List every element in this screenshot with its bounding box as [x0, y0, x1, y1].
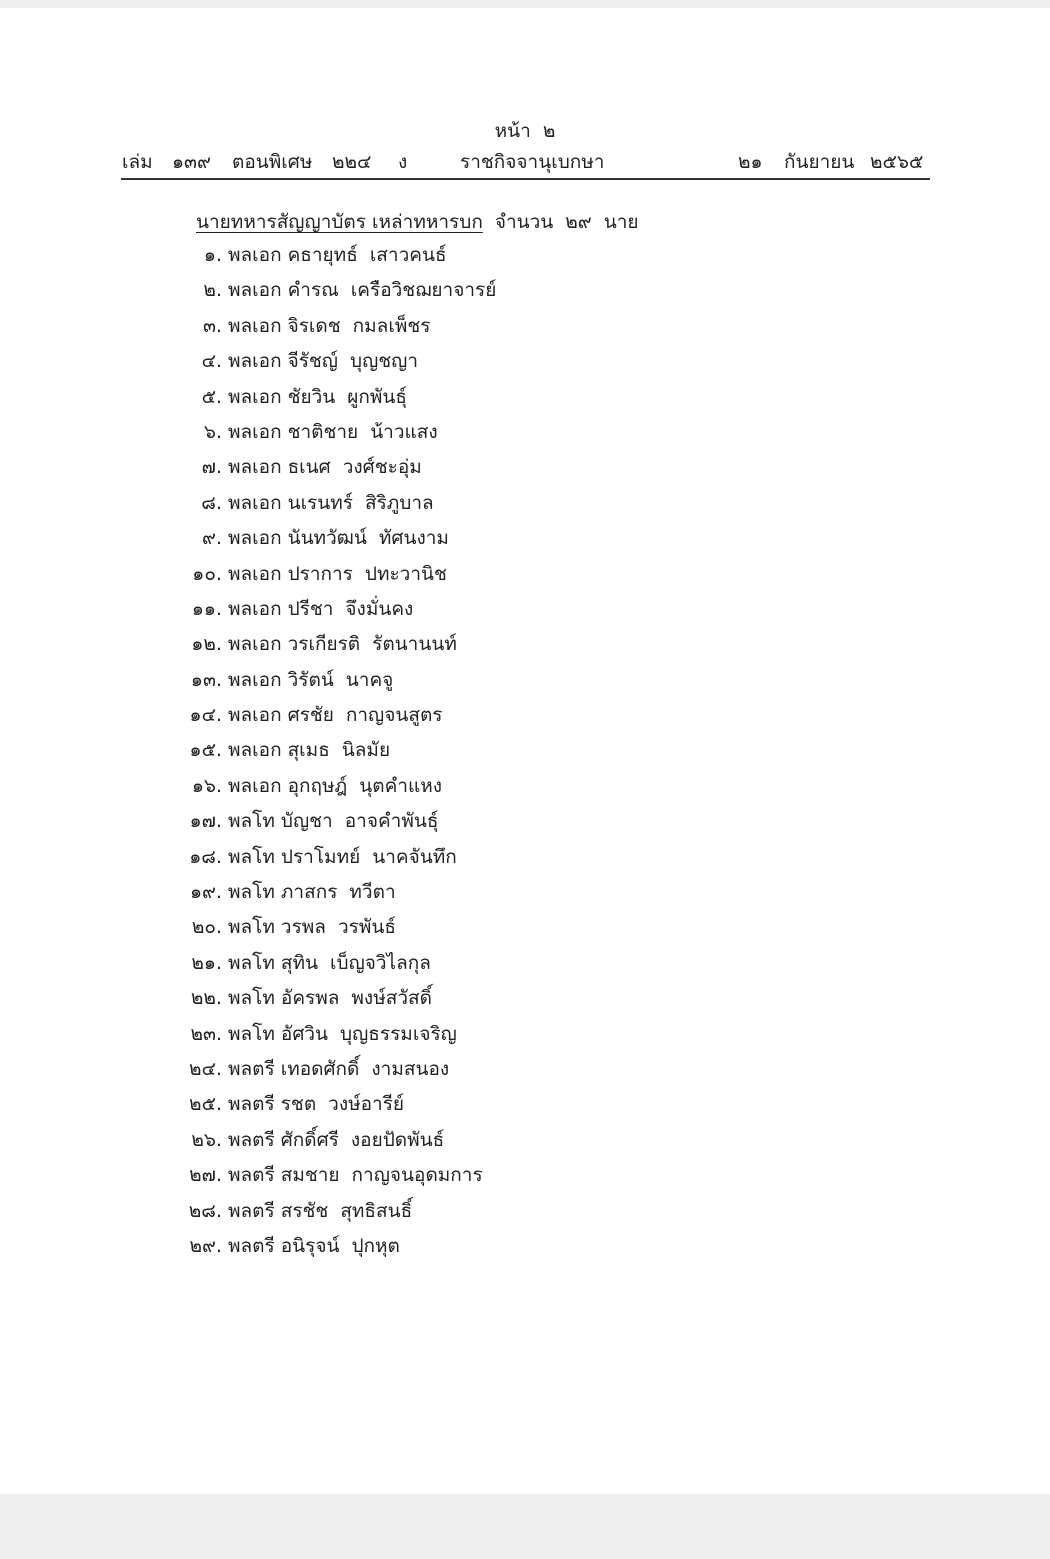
- item-number: ๒๗.: [189, 1164, 222, 1187]
- item-number: ๓.: [202, 314, 222, 337]
- officer-last-name: นาคจู: [345, 668, 394, 691]
- officer-list-item: [0, 665, 1050, 700]
- bottom-margin-band: [0, 1494, 1050, 1559]
- officer-first-name: ปราโมทย์: [280, 845, 361, 868]
- officer-rank: พลตรี: [228, 1164, 275, 1187]
- officer-name: [228, 452, 422, 482]
- item-number: ๑.: [203, 244, 222, 266]
- officer-first-name: วิรัตน์: [287, 668, 334, 691]
- officer-name: [228, 1196, 412, 1226]
- gazette-header: [122, 147, 930, 175]
- officer-rank: พลโท: [228, 916, 275, 939]
- officer-rank: พลเอก: [228, 350, 282, 373]
- officer-name: [228, 559, 447, 589]
- officer-last-name: กาญจนอุดมการ: [351, 1164, 483, 1187]
- officer-list-item: [0, 912, 1050, 947]
- officer-name: [228, 1231, 400, 1261]
- officer-first-name: ศรชัย: [287, 704, 334, 727]
- item-number: ๗.: [201, 456, 222, 479]
- officer-list-item: [0, 948, 1050, 983]
- officer-last-name: กมลเพ็ชร: [352, 314, 431, 337]
- officer-first-name: วรพล: [280, 916, 326, 939]
- officer-last-name: วงศ์ชะอุ่ม: [342, 456, 422, 479]
- officer-last-name: สิริภูบาล: [364, 491, 434, 514]
- officer-list-item: [0, 1231, 1050, 1266]
- item-number: ๕.: [201, 385, 222, 408]
- officer-first-name: อัศวิน: [280, 1022, 329, 1045]
- item-number: ๑๐.: [192, 562, 222, 585]
- officer-rank: พลเอก: [228, 385, 282, 408]
- officer-rank: พลตรี: [228, 1199, 275, 1222]
- officer-last-name: นาคจันทึก: [372, 845, 457, 868]
- officer-last-name: บุญธรรมเจริญ: [340, 1022, 457, 1045]
- officer-first-name: สรชัช: [280, 1199, 329, 1222]
- officer-first-name: อัครพล: [280, 987, 340, 1010]
- officer-list-item: [0, 877, 1050, 912]
- item-number: ๒๐.: [191, 916, 222, 939]
- item-number: ๑๖.: [191, 774, 222, 797]
- section-number: ๒๒๔: [332, 151, 372, 173]
- item-number: ๒๙.: [189, 1234, 222, 1257]
- item-number: ๑๕.: [189, 739, 222, 762]
- officer-first-name: อุกฤษฎ์: [287, 774, 348, 797]
- item-number: ๑๘.: [189, 845, 222, 868]
- item-number: ๖.: [203, 420, 222, 443]
- count-value: ๒๙: [565, 211, 592, 233]
- officer-rank: พลตรี: [228, 1057, 275, 1080]
- officer-name: [228, 488, 434, 518]
- officer-name: [228, 346, 418, 376]
- officer-name: [228, 1160, 483, 1190]
- officer-rank: พลตรี: [228, 1128, 275, 1151]
- officer-name: [228, 1054, 449, 1084]
- officer-last-name: วงษ์อารีย์: [328, 1093, 405, 1116]
- officer-rank: พลโท: [228, 881, 275, 904]
- officer-first-name: นันทวัฒน์: [287, 527, 367, 550]
- officer-first-name: ชัยวิน: [287, 385, 336, 408]
- officer-list-item: [0, 1089, 1050, 1124]
- date-year: ๒๕๖๕: [870, 151, 924, 173]
- officer-list-item: [0, 806, 1050, 841]
- officer-rank: พลตรี: [228, 1093, 275, 1116]
- officer-first-name: คำรณ: [287, 279, 339, 302]
- officer-last-name: เสาวคนธ์: [369, 244, 447, 266]
- officer-rank: พลเอก: [228, 633, 282, 656]
- officer-first-name: จิรเดช: [287, 314, 341, 337]
- officer-last-name: บุญชญา: [350, 350, 419, 373]
- officer-last-name: น้าวแสง: [370, 420, 438, 443]
- item-number: ๒๖.: [191, 1128, 222, 1151]
- officer-name: [228, 311, 430, 341]
- officer-last-name: กาญจนสูตร: [345, 704, 443, 727]
- item-number: ๒๕.: [189, 1093, 222, 1116]
- officer-first-name: ศักดิ์ศรี: [280, 1128, 339, 1151]
- officer-list-item: [0, 382, 1050, 417]
- officer-list-item: [0, 240, 1050, 275]
- page-number: [0, 116, 1050, 146]
- officer-name: [228, 1125, 444, 1155]
- date-day: ๒๑: [738, 151, 763, 173]
- officer-rank: พลเอก: [228, 704, 282, 727]
- officer-name: [228, 735, 390, 765]
- officer-last-name: ทวีตา: [349, 881, 396, 904]
- volume-label: เล่ม: [122, 151, 153, 173]
- count-unit: นาย: [603, 211, 639, 233]
- officer-list-item: [0, 1125, 1050, 1160]
- publication-name: ราชกิจจานุเบกษา: [460, 151, 605, 173]
- officer-list-item: [0, 417, 1050, 452]
- section-letter: ง: [398, 151, 408, 173]
- section-label: ตอนพิเศษ: [232, 151, 313, 173]
- officer-name: [228, 629, 457, 659]
- officer-first-name: รชต: [280, 1093, 317, 1116]
- officer-name: [228, 417, 438, 447]
- officer-last-name: ผูกพันธุ์: [347, 385, 408, 408]
- officer-first-name: สมชาย: [280, 1164, 340, 1187]
- officer-list-item: [0, 735, 1050, 770]
- officer-rank: พลเอก: [228, 597, 282, 620]
- officer-list-item: [0, 523, 1050, 558]
- officer-last-name: นุตคำแหง: [359, 774, 443, 797]
- officer-first-name: ปรีชา: [287, 597, 334, 620]
- officer-rank: พลโท: [228, 987, 275, 1010]
- officer-name: [228, 912, 396, 942]
- item-number: ๙.: [202, 527, 222, 550]
- officer-first-name: คธายุทธ์: [287, 244, 358, 266]
- officer-list-item: [0, 346, 1050, 381]
- officer-rank: พลเอก: [228, 527, 282, 550]
- officer-name: [228, 665, 393, 695]
- item-number: ๔.: [201, 350, 222, 373]
- officer-rank: พลเอก: [228, 279, 282, 302]
- officer-name: [228, 275, 496, 305]
- count-label: จำนวน: [494, 211, 554, 233]
- officer-first-name: สุเมธ: [287, 739, 330, 762]
- officer-last-name: วรพันธ์: [337, 916, 396, 939]
- officer-rank: พลเอก: [228, 562, 282, 585]
- officer-first-name: ปราการ: [287, 562, 353, 585]
- officer-rank: พลเอก: [228, 244, 282, 266]
- officer-list: [0, 240, 1050, 1266]
- officer-list-item: [0, 1054, 1050, 1089]
- officer-list-item: [0, 983, 1050, 1018]
- officer-list-item: [0, 559, 1050, 594]
- officer-first-name: อนิรุจน์: [280, 1234, 340, 1257]
- officer-first-name: สุทิน: [280, 951, 319, 974]
- item-number: ๒๒.: [190, 987, 222, 1010]
- officer-name: [228, 1019, 457, 1049]
- officer-last-name: พงษ์สวัสดิ์: [351, 987, 432, 1010]
- item-number: ๑๓.: [190, 668, 222, 691]
- officer-list-item: [0, 771, 1050, 806]
- officer-rank: พลเอก: [228, 420, 282, 443]
- officer-first-name: นเรนทร์: [287, 491, 353, 514]
- officer-list-item: [0, 842, 1050, 877]
- officer-rank: พลเอก: [228, 668, 282, 691]
- item-number: ๑๑.: [191, 597, 222, 620]
- item-number: ๑๙.: [189, 881, 222, 904]
- officer-first-name: ชาติชาย: [287, 420, 359, 443]
- header-rule: [121, 178, 930, 180]
- section-heading: [196, 207, 639, 237]
- officer-last-name: เบ็ญจวิไลกุล: [330, 951, 431, 974]
- officer-last-name: อาจคำพันธุ์: [344, 810, 439, 833]
- officer-list-item: [0, 311, 1050, 346]
- item-number: ๑๗.: [189, 810, 222, 833]
- officer-last-name: สุทธิสนธิ์: [340, 1199, 413, 1222]
- officer-name: [228, 983, 432, 1013]
- officer-last-name: ทัศนงาม: [378, 527, 449, 550]
- officer-rank: พลตรี: [228, 1234, 275, 1257]
- officer-rank: พลโท: [228, 810, 275, 833]
- officer-list-item: [0, 594, 1050, 629]
- officer-last-name: งอยปัดพันธ์: [350, 1128, 445, 1151]
- officer-name: [228, 594, 413, 624]
- officer-list-item: [0, 452, 1050, 487]
- officer-rank: พลเอก: [228, 491, 282, 514]
- officer-last-name: ปุกหุต: [351, 1234, 400, 1257]
- officer-rank: พลเอก: [228, 774, 282, 797]
- officer-rank: พลโท: [228, 951, 275, 974]
- top-margin-band: [0, 0, 1050, 8]
- officer-rank: พลเอก: [228, 739, 282, 762]
- officer-last-name: รัตนานนท์: [372, 633, 457, 656]
- item-number: ๒๔.: [189, 1057, 222, 1080]
- item-number: ๑๒.: [191, 633, 222, 656]
- officer-list-item: [0, 1196, 1050, 1231]
- officer-rank: พลเอก: [228, 314, 282, 337]
- officer-list-item: [0, 1160, 1050, 1195]
- officer-name: [228, 806, 438, 836]
- officer-name: [228, 842, 457, 872]
- officer-name: [228, 382, 407, 412]
- officer-last-name: จึงมั่นคง: [345, 597, 414, 620]
- officer-last-name: งามสนอง: [371, 1057, 450, 1080]
- item-number: ๒๑.: [191, 951, 222, 974]
- item-number: ๒.: [203, 279, 222, 302]
- officer-list-item: [0, 1019, 1050, 1054]
- officer-first-name: จีรัชญ์: [287, 350, 339, 373]
- officer-name: [228, 700, 443, 730]
- officer-name: [228, 877, 396, 907]
- officer-rank: พลโท: [228, 845, 275, 868]
- officer-list-item: [0, 629, 1050, 664]
- officer-first-name: วรเกียรติ: [287, 633, 361, 656]
- officer-first-name: ธเนศ: [287, 456, 331, 479]
- volume-number: ๑๓๙: [172, 151, 211, 173]
- page-number-value: ๒: [542, 120, 556, 142]
- officer-rank: พลโท: [228, 1022, 275, 1045]
- officer-last-name: นิลมัย: [341, 739, 391, 762]
- officer-name: [228, 240, 447, 270]
- officer-list-item: [0, 488, 1050, 523]
- officer-name: [228, 1089, 404, 1119]
- officer-rank: พลเอก: [228, 456, 282, 479]
- section-title: นายทหารสัญญาบัตร เหล่าทหารบก: [196, 211, 483, 233]
- officer-list-item: [0, 275, 1050, 310]
- item-number: ๒๓.: [190, 1022, 222, 1045]
- officer-first-name: บัญชา: [280, 810, 333, 833]
- date-month: กันยายน: [784, 151, 855, 173]
- officer-first-name: เทอดศักดิ์: [280, 1057, 360, 1080]
- item-number: ๒๘.: [188, 1199, 222, 1222]
- item-number: ๘.: [201, 491, 222, 514]
- officer-name: [228, 948, 431, 978]
- page-number-label: หน้า: [494, 120, 531, 142]
- item-number: ๑๔.: [189, 704, 222, 727]
- officer-name: [228, 771, 442, 801]
- officer-last-name: ปทะวานิช: [364, 562, 447, 585]
- officer-name: [228, 523, 449, 553]
- officer-list-item: [0, 700, 1050, 735]
- officer-last-name: เครือวิชฌยาจารย์: [350, 279, 497, 302]
- officer-first-name: ภาสกร: [280, 881, 338, 904]
